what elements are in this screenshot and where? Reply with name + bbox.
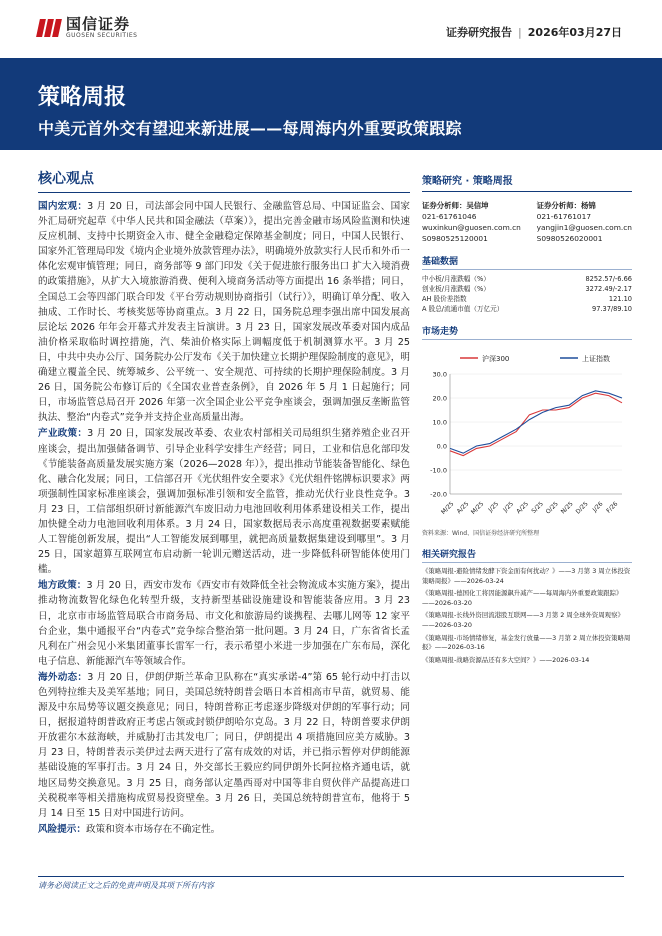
paragraph-overseas <box>38 670 410 821</box>
related-report[interactable] <box>422 634 632 653</box>
related-reports-title: 相关研究报告 <box>422 547 632 563</box>
report-date: ——2026-03-14 <box>539 655 590 664</box>
logo-name-cn: 国信证券 <box>66 15 131 33</box>
report-type: 证券研究报告 <box>446 26 513 39</box>
paragraph-local <box>38 578 410 669</box>
x-tick-label: A/25 <box>455 500 471 516</box>
footer-disclaimer: 请务必阅读正文之后的免责声明及其项下所有内容 <box>38 881 214 890</box>
basic-data-table <box>422 274 632 314</box>
data-row <box>422 294 632 304</box>
analyst-phone: 021-61761017 <box>536 212 592 221</box>
footer-divider <box>38 876 624 877</box>
analyst-name: 吴信坤 <box>466 201 489 210</box>
data-row <box>422 274 632 284</box>
data-label: 中小板/月涨跌幅（%） <box>422 275 490 283</box>
analyst-email[interactable]: wuxinkun@guosen.com.cn <box>422 223 521 232</box>
paragraph-text: 3 月 20 日，司法部会同中国人民银行、金融监管总局、中国证监会、国家外汇局研究起草《中华人民共和国金融法（草案）》，提出完善金融市场风险监测和快速反应机制、支持中长期资金入市、健全金融稳定保障基金制度；同日，中国人民银行、国家外汇管理局印发《境内企业境外放款管理办法》，明确境外放款实行人民币和外币一体化宏观审慎管理；同日，商务部等 9 部门印发《关于促进旅行服务出口 扩大入境消费的政策措施》，从扩大入境旅游消费、便利入境商务活动等方面提出 16 条举措；同日，全国总工会等四部门联合印发《平台劳动规则协商指引（试行）》，明确订单分配、收入抽成、工作时长、考核奖惩等协商重点。3 月 22 日，国务院总理李强出席中国发展高层论坛 2026 年年会开幕式并发表主旨演讲。3 月 23 日，国家发展改革委对国内成品油价格采取临时调控措施，汽、柴油价格实际上调幅度低于机制测算水平。3 月 25 日，中共中央办公厅、国务院办公厅发布《关于加快建立长期护理保险制度的意见》，明确建立覆盖全民、统筹城乡、公平统一、安全规范、可持续的长期护理保险制度。3 月 26 日，国务院公布修订后的《全国农业普查条例》，自 2026 年 5 月 1 日起施行；同日，市场监管总局召开 2026 年第一次全国企业公平竞争座谈会，强调加强反垄断监管执法、整治“内卷式”竞争并支持企业高质量出海。 <box>38 201 410 424</box>
paragraph-text: 政策和资本市场存在不确定性。 <box>85 823 221 835</box>
basic-data-title: 基础数据 <box>422 254 632 270</box>
analyst-cert: S0980526020001 <box>536 234 603 243</box>
related-report[interactable] <box>422 656 632 666</box>
paragraph-text: 3 月 20 日，国家发展改革委、农业农村部相关司局组织生猪养殖企业召开座谈会，提出加强储备调节、引导企业科学安排生产经营；同日，工业和信息化部印发《节能装备高质量发展实施方案（2026—2028 年）》，提出推动节能装备智能化、绿色化、融合化发展；同日，工信部召开《光伏组件安全要求》《光伏组件铭牌标识要求》两项强制性国家标准座谈会，强调加强标准引领和安全监管，推动光伏行业良性竞争。3 月 23 日，工信部组织研讨新能源汽车废旧动力电池回收利用体系建设相关工作，提出加快健全动力电池回收利用体系。3 月 24 日，国家数据局表示高度重视数据要素赋能人工智能创新发展，提出“人工智能发展到哪里，就把高质量数据集建设到哪里”。3 月 25 日，国家超算互联网宣布启动新一轮训元赠送活动，进一步降低科研智能体使用门槛。 <box>38 428 410 576</box>
x-tick-label: N/25 <box>559 500 575 516</box>
paragraph-text: 3 月 20 日，伊朗伊斯兰革命卫队称在“真实承诺-4”第 65 轮行动中打击以色列特拉维夫及美军基地；同日，美国总统特朗普会晤日本首相高市早苗，就贸易、能源及中东局势等议题交换意见；同日，特朗普称正考虑逐步降级对伊朗的军事行动；同日，据报道特朗普政府正考虑占领或封锁伊朗哈尔克岛。3 月 22 日，特朗普要求伊朗开放霍尔木兹海峡，并威胁打击其发电厂；同日，伊朗提出 4 项措施回应美方威胁。3 月 23 日，特朗普表示美伊过去两天进行了富有成效的对话，并已指示暂停对伊朗能源基础设施的军事打击。3 月 24 日，外交部长王毅应约同伊朗外长阿拉格齐通电话，就地区局势交换意见。3 月 25 日，商务部认定墨西哥对中国等非自贸伙伴产品提高进口关税税率等相关措施构成贸易投资壁垒。3 月 26 日，美国总统特朗普宣布，他将于 5 月 14 日至 15 日对中国进行访问。 <box>38 671 410 819</box>
report-title[interactable]: 《策略周报-市场情绪修复，基金发行放量——3 月第 2 周立体投资策略周报》 <box>422 633 631 652</box>
analyst-cert: S0980525120001 <box>422 234 488 243</box>
x-tick-label: O/25 <box>544 500 560 516</box>
related-report[interactable] <box>422 589 632 608</box>
y-tick-label: 30.0 <box>432 370 447 379</box>
legend-label: 沪深300 <box>482 355 510 363</box>
data-label: 创业板/月涨跌幅（%） <box>422 285 490 293</box>
y-tick-label: 20.0 <box>432 394 447 403</box>
x-tick-label: F/26 <box>605 500 620 515</box>
y-tick-label: -20.0 <box>430 490 447 499</box>
market-trend-chart <box>422 346 632 526</box>
paragraph-label: 产业政策： <box>38 428 88 440</box>
data-value: 121.10 <box>608 295 632 303</box>
report-date: ——2026-03-20 <box>422 598 472 607</box>
analyst-1 <box>422 200 521 244</box>
paragraph-label: 风险提示： <box>38 823 86 835</box>
related-report[interactable] <box>422 611 632 630</box>
sidebar-category: 策略研究 · 策略周报 <box>422 172 632 192</box>
trend-chart-svg <box>422 346 632 526</box>
x-tick-label: J/26 <box>591 500 605 514</box>
analyst-info <box>422 200 632 244</box>
x-tick-label: A/25 <box>515 500 530 516</box>
logo-icon <box>38 17 60 39</box>
x-tick-label: D/25 <box>574 500 590 516</box>
report-title[interactable]: 《策略周报-德国化工将因能源飙升减产——每周海内外重要政策跟踪》 <box>422 589 623 598</box>
report-date: ——2026-03-24 <box>453 576 504 585</box>
x-tick-label: J/25 <box>487 500 501 514</box>
paragraph-industry <box>38 426 410 577</box>
report-date: 2026年03月27日 <box>527 26 622 39</box>
analyst-role: 证券分析师： <box>422 201 467 210</box>
data-value: 3272.49/-2.17 <box>585 285 632 293</box>
y-tick-label: 10.0 <box>432 418 447 427</box>
analyst-email[interactable]: yangjin1@guosen.com.cn <box>536 223 632 232</box>
company-logo <box>38 16 137 40</box>
x-tick-label: M/25 <box>469 500 486 516</box>
x-tick-label: S/25 <box>530 500 545 515</box>
main-content <box>38 168 410 838</box>
data-row <box>422 304 632 314</box>
section-title: 核心观点 <box>38 168 410 193</box>
data-value: 97.37/89.10 <box>592 305 632 313</box>
data-label: A 股总/流通市值（万亿元） <box>422 305 504 313</box>
paragraph-risk <box>38 822 410 837</box>
paragraph-label: 地方政策： <box>38 580 87 592</box>
data-label: AH 股价差指数 <box>422 295 467 303</box>
page-subtitle: 中美元首外交有望迎来新进展——每周海内外重要政策跟踪 <box>38 119 462 138</box>
chart-source: 资料来源：Wind、国信证券经济研究所整理 <box>422 530 540 537</box>
paragraph-text: 3 月 20 日，西安市发布《西安市有效降低全社会物流成本实施方案》，提出推动物流数智化绿色化转型升级，支持新型基础设施建设和智能装备应用。3 月 23 日，北京市市场监管局联合市商务局、市文化和旅游局约谈携程、去哪儿网等 12 家平台企业，集中通报平台“内卷式”竞争综合整治第一批问题。3 月 24 日，广东省省长孟凡利在广州会见小米集团董事长雷军一行，表示希望小米进一步加强在广东布局，深化电子信息、新能源汽车等领域合作。 <box>38 580 410 667</box>
report-date: ——2026-03-16 <box>434 643 485 652</box>
report-date: ——2026-03-20 <box>422 620 472 629</box>
report-title[interactable]: 《策略周报-避险情绪发酵下资金面有何扰动？》——3 月第 3 周立体投资策略周报》 <box>422 567 631 585</box>
top-bar <box>0 0 662 58</box>
analyst-role: 证券分析师： <box>536 201 581 210</box>
report-meta: 证券研究报告 | 2026年03月27日 <box>446 26 622 39</box>
analyst-2 <box>537 200 632 244</box>
x-tick-label: J/25 <box>502 500 516 514</box>
related-report[interactable] <box>422 567 632 586</box>
analyst-phone: 021-61761046 <box>422 212 477 221</box>
y-tick-label: -10.0 <box>430 466 447 475</box>
analyst-name: 杨锦 <box>580 201 596 210</box>
report-title[interactable]: 《策略周报-战略资源品还有多大空间？》 <box>422 655 540 664</box>
x-tick-label: M/25 <box>439 500 456 516</box>
data-row <box>422 284 632 294</box>
logo-name-en: GUOSEN SECURITIES <box>66 32 138 39</box>
market-trend-title: 市场走势 <box>422 324 632 340</box>
page-title: 策略周报 <box>38 85 127 110</box>
paragraph-label: 国内宏观： <box>38 201 88 212</box>
data-value: 8252.57/-6.66 <box>585 275 632 283</box>
related-reports-list <box>422 567 632 665</box>
sidebar <box>422 172 632 668</box>
paragraph-domestic <box>38 199 410 425</box>
y-tick-label: 0.0 <box>436 442 447 451</box>
legend-label: 上证指数 <box>582 355 610 363</box>
report-title[interactable]: 《策略周报-长线外资回流港股互联网——3 月第 2 周全球外资周观察》 <box>422 611 624 620</box>
paragraph-label: 海外动态： <box>38 671 88 683</box>
